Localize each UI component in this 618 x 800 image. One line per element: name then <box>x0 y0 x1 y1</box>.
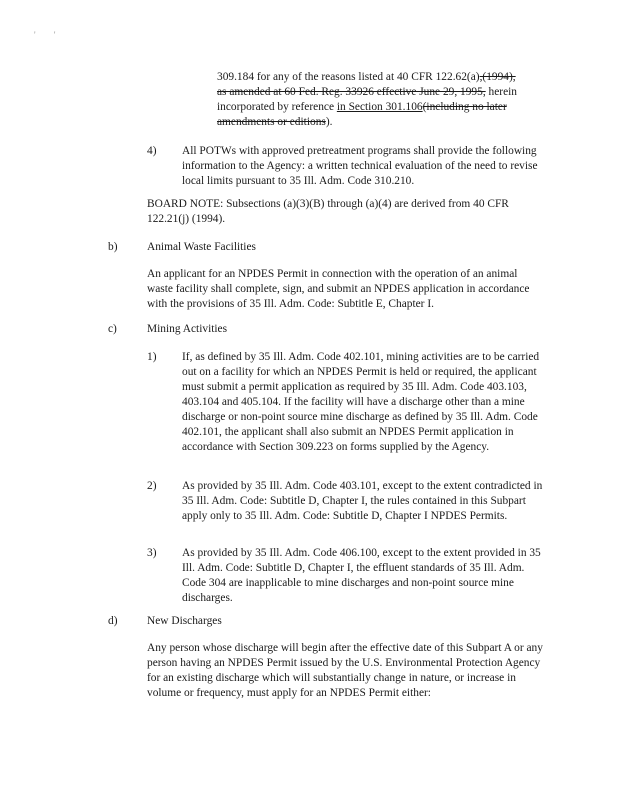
item-c3-number: 3) <box>147 547 157 559</box>
item-c1-text: If, as defined by 35 Ill. Adm. Code 402.101, mining activities are to be carried out on a facility for which an NPDES Permit is held or required, the applicant must submit a permit application as required by 35 Ill. Adm. Code 403.103, 403.104 and 405.104. If the facility will have a discharge other than a mine discharge or non-point source mine discharge as defined by 35 Ill. Adm. Code 402.101, the applicant shall also submit an NPDES Permit application in accordance with Section 309.223 on forms supplied by the Agency. <box>182 351 540 453</box>
struck-text: ,(1994), <box>479 71 516 83</box>
section-d-text: Any person whose discharge will begin after the effective date of this Subpart A or any person having an NPDES Permit issued by the U.S. Environmental Protection Agency for an existing discharge which will substantially change in nature, or increase in volume or frequency, must apply for an NPDES Permit either: <box>147 642 543 699</box>
struck-text: as amended at 60 Fed. Reg. 33926 effective June 29, 1995, <box>217 86 486 98</box>
underlined-text: in Section 301.106 <box>336 101 423 113</box>
top-line-1: 309.184 for any of the reasons listed at 40 CFR 122.62(a),(1994), <box>217 71 516 83</box>
item-c2-number: 2) <box>147 480 157 492</box>
item-4-number: 4) <box>147 145 157 157</box>
scan-marks: ' ' <box>34 30 64 40</box>
section-c-letter: c) <box>108 323 117 335</box>
board-note: BOARD NOTE: Subsections (a)(3)(B) through (a)(4) are derived from 40 CFR 122.21(j) (1994). <box>147 198 509 225</box>
section-b-heading: Animal Waste Facilities <box>147 241 256 253</box>
section-b-letter: b) <box>108 241 118 253</box>
item-c2-text: As provided by 35 Ill. Adm. Code 403.101, except to the extent contradicted in 35 Ill. Adm. Code: Subtitle D, Chapter I, the rules contained in this Subpart apply only to 35 Ill. Adm. Code: Subtitle D, Chapter I NPDES Permits. <box>182 480 543 522</box>
section-d-letter: d) <box>108 615 118 627</box>
section-c-heading: Mining Activities <box>147 323 228 335</box>
section-d-heading: New Discharges <box>147 615 222 627</box>
item-4-text: All POTWs with approved pretreatment programs shall provide the following information to the Agency: a written technical evaluation of the need to revise local limits pursuant to 35 Ill. Adm. Code 310.210. <box>182 145 538 187</box>
item-c1-number: 1) <box>147 351 157 363</box>
item-c3-text: As provided by 35 Ill. Adm. Code 406.100, except to the extent provided in 35 Ill. Adm. Code: Subtitle D, Chapter I, the effluent standards of 35 Ill. Adm. Code 304 are inapplicable to mine discharges and non-point source mine discharges. <box>182 547 541 604</box>
top-line-4: amendments or editions). <box>217 116 333 128</box>
top-line-2: as amended at 60 Fed. Reg. 33926 effective June 29, 1995, herein <box>217 86 517 98</box>
top-line-3: incorporated by reference in Section 301.106(including no later <box>217 101 507 113</box>
struck-text: (including no later <box>422 101 507 113</box>
section-b-text: An applicant for an NPDES Permit in connection with the operation of an animal waste facility shall complete, sign, and submit an NPDES application in accordance with the provisions of 35 Ill. Adm. Code: Subtitle E, Chapter I. <box>147 268 530 310</box>
top-paragraph <box>217 70 557 130</box>
struck-text: amendments or editions <box>217 116 326 128</box>
